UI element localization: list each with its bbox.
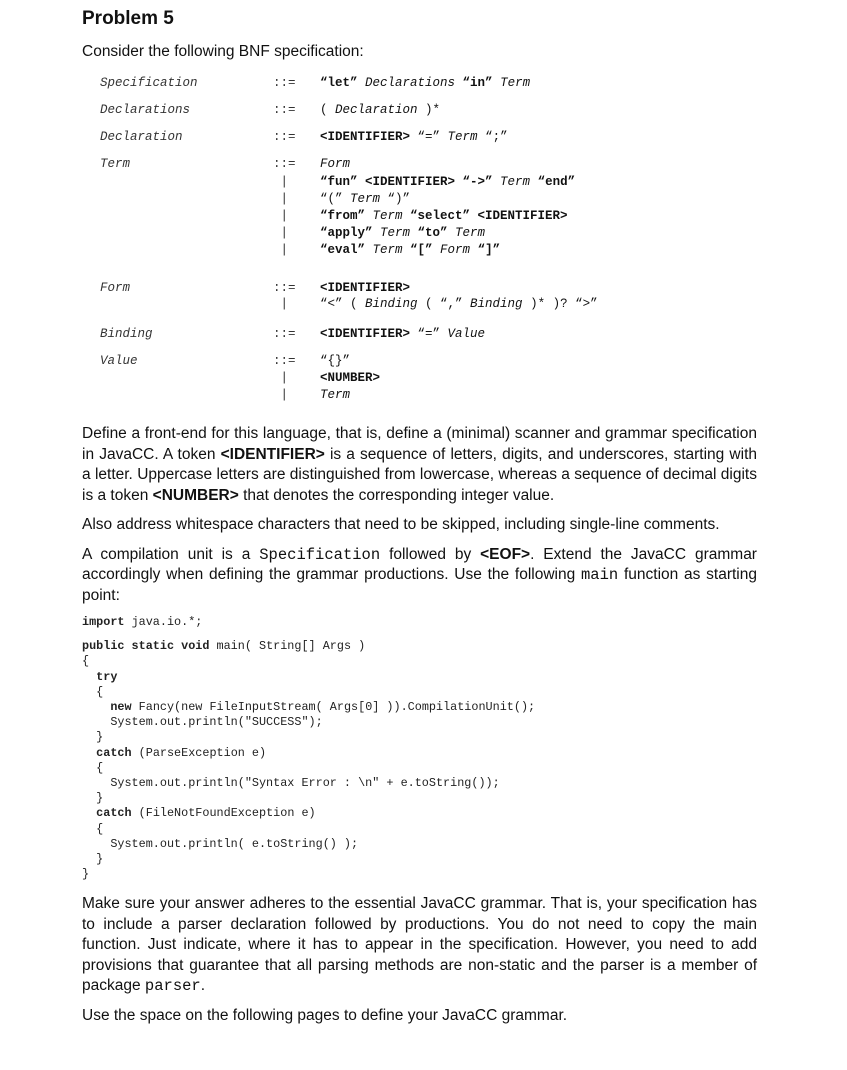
text-segment: “apply”: [320, 226, 381, 240]
paragraph-closing: Use the space on the following pages to define your JavaCC grammar.: [82, 1006, 568, 1024]
text-segment: Declarations: [365, 76, 463, 90]
code-line: [82, 852, 757, 867]
text-segment: try: [96, 669, 118, 684]
text-segment: “eval”: [320, 243, 373, 257]
code-line: [82, 715, 757, 730]
bnf-separator: ::=: [273, 157, 296, 171]
text-segment: public static void: [82, 639, 210, 654]
bnf-separator: ::=: [273, 354, 296, 368]
text-segment: is a sequence of letters, digits, and underscores, starting with a letter. Uppercase letters are distinguished from lowercase, whereas a sequence of decimal digits is a token: [82, 445, 757, 504]
text-segment: “]”: [477, 243, 501, 257]
text-segment: {: [82, 654, 90, 669]
text-segment: }: [82, 852, 104, 867]
bnf-separator: |: [273, 192, 289, 206]
text-segment: new: [110, 700, 132, 715]
text-segment: Term: [380, 226, 418, 240]
bnf-separator: ::=: [273, 130, 296, 144]
text-segment: }: [82, 867, 90, 882]
bnf-separator: ::=: [273, 76, 296, 90]
bnf-nonterminal: Specification: [100, 76, 198, 90]
text-segment: catch: [96, 806, 132, 821]
text-segment: )* )? “>”: [530, 297, 598, 311]
text-segment: Specification: [259, 545, 381, 564]
bnf-production: [320, 327, 485, 341]
text-segment: Term: [447, 130, 486, 144]
paragraph-requirements: [82, 894, 757, 997]
text-segment: Binding: [365, 297, 426, 311]
text-segment: “->”: [462, 175, 501, 189]
bnf-production: [320, 281, 410, 295]
text-segment: parser: [144, 977, 201, 996]
bnf-production: [320, 243, 500, 257]
bnf-production: [320, 209, 568, 223]
code-line: [82, 630, 757, 639]
text-segment: [82, 806, 96, 820]
text-segment: Term: [320, 388, 351, 402]
intro-text: Consider the following BNF specification:: [82, 43, 364, 60]
bnf-separator: |: [273, 388, 289, 402]
text-segment: “fun” <IDENTIFIER>: [320, 175, 463, 189]
text-segment: main( String[] Args ): [209, 639, 366, 654]
bnf-production: [320, 175, 575, 189]
text-segment: Declaration: [335, 103, 426, 117]
code-line: [82, 685, 757, 700]
code-line: [82, 654, 757, 669]
code-line: [82, 867, 757, 882]
text-segment: that denotes the corresponding integer value.: [238, 486, 555, 504]
bnf-separator: |: [273, 175, 289, 189]
bnf-production: [320, 354, 350, 368]
text-segment: {: [82, 684, 104, 699]
bnf-separator: |: [273, 297, 289, 311]
bnf-separator: |: [273, 243, 289, 257]
bnf-separator: ::=: [273, 327, 296, 341]
text-segment: <IDENTIFIER>: [220, 445, 325, 463]
bnf-production: [320, 226, 485, 240]
bnf-production: [320, 297, 598, 311]
text-segment: <IDENTIFIER>: [320, 281, 411, 295]
text-segment: import: [82, 615, 125, 629]
code-line: [82, 791, 757, 806]
code-line: [82, 639, 757, 654]
text-segment: )*: [425, 103, 441, 117]
bnf-nonterminal: Binding: [100, 327, 153, 341]
text-segment: <NUMBER>: [152, 486, 239, 504]
text-segment: {: [82, 760, 104, 775]
text-segment: catch: [96, 745, 132, 760]
bnf-production: [320, 388, 350, 402]
text-segment: “<” (: [320, 297, 366, 311]
text-segment: “from”: [320, 209, 373, 223]
text-segment: Fancy(new FileInputStream( Args[0] )).CompilationUnit();: [131, 700, 536, 715]
code-line: [82, 806, 757, 821]
text-segment: Term: [372, 243, 411, 257]
text-segment: System.out.println( e.toString() );: [82, 836, 359, 851]
code-line: [82, 822, 757, 837]
bnf-nonterminal: Declaration: [100, 130, 183, 144]
code-line: [82, 670, 757, 685]
text-segment: Value: [447, 327, 486, 341]
text-segment: Form: [320, 157, 351, 171]
text-segment: (ParseException e): [131, 745, 267, 760]
text-segment: Form: [440, 243, 478, 257]
text-segment: <EOF>: [480, 545, 531, 563]
text-segment: Term: [500, 175, 538, 189]
text-segment: “{}”: [320, 354, 351, 368]
code-line: [82, 761, 757, 776]
text-segment: Make sure your answer adheres to the essential JavaCC grammar. That is, your specification has to include a parser declaration followed by productions. You do not need to copy the main function. Just indicate, where it has to appear in the specification. However, you need to add provisions that guarantee that all parsing methods are non-static and the parser is a member of package: [82, 895, 757, 995]
paragraph-compilation-unit: [82, 545, 757, 607]
text-segment: <NUMBER>: [320, 371, 381, 385]
bnf-production: [320, 371, 380, 385]
code-line: [82, 700, 757, 715]
text-segment: main: [581, 566, 619, 584]
bnf-nonterminal: Term: [100, 157, 131, 171]
text-segment: followed by: [380, 545, 481, 563]
bnf-production: [320, 192, 410, 206]
text-segment: . Extend the JavaCC grammar accordingly when defining the grammar productions. Use the following: [82, 545, 757, 583]
text-segment: “let”: [320, 76, 366, 90]
text-segment: Term: [500, 76, 531, 90]
code-line: [82, 776, 757, 791]
text-segment: “[”: [410, 243, 441, 257]
text-segment: <IDENTIFIER>: [320, 130, 418, 144]
text-segment: [82, 670, 96, 684]
text-segment: “(”: [320, 192, 351, 206]
text-segment: Term: [455, 226, 486, 240]
text-segment: Define a front-end for this language, that is, define a (minimal) scanner and grammar specification in JavaCC. A token: [82, 425, 757, 463]
text-segment: (FileNotFoundException e): [131, 806, 316, 821]
text-segment: [82, 700, 110, 714]
text-segment: “to”: [417, 226, 456, 240]
text-segment: java.io.*;: [124, 615, 203, 629]
text-segment: Term: [372, 209, 411, 223]
problem-title: Problem 5: [82, 8, 174, 29]
bnf-nonterminal: Value: [100, 354, 138, 368]
text-segment: function as starting point:: [82, 566, 757, 604]
bnf-separator: |: [273, 226, 289, 240]
text-segment: System.out.println("Syntax Error : \n" + e.toString());: [82, 776, 500, 791]
paragraph-scanner: [82, 424, 757, 506]
text-segment: }: [82, 730, 104, 745]
code-line: [82, 730, 757, 745]
text-segment: “in”: [462, 76, 501, 90]
text-segment: <IDENTIFIER>: [320, 327, 418, 341]
text-segment: “end”: [537, 175, 576, 189]
text-segment: System.out.println("SUCCESS");: [82, 715, 323, 730]
text-segment: “;”: [485, 130, 508, 144]
text-segment: {: [82, 821, 104, 836]
text-segment: (: [320, 103, 336, 117]
main-code-listing: [82, 615, 757, 882]
bnf-separator: |: [273, 371, 289, 385]
text-segment: Binding: [470, 297, 531, 311]
problem-body: [82, 424, 757, 1035]
bnf-nonterminal: Declarations: [100, 103, 191, 117]
text-segment: “select” <IDENTIFIER>: [410, 209, 568, 223]
bnf-production: [320, 130, 508, 144]
text-segment: “=”: [417, 327, 448, 341]
text-segment: }: [82, 791, 104, 806]
text-segment: “=”: [417, 130, 448, 144]
text-segment: Term: [350, 192, 388, 206]
code-line: [82, 746, 757, 761]
code-line: [82, 615, 757, 630]
bnf-production: [320, 157, 350, 171]
text-segment: .: [200, 977, 206, 995]
text-segment: ( “,”: [425, 297, 471, 311]
text-segment: [82, 746, 96, 760]
text-segment: A compilation unit is a: [82, 545, 260, 563]
bnf-production: [320, 76, 530, 90]
bnf-separator: |: [273, 209, 289, 223]
bnf-separator: ::=: [273, 103, 296, 117]
bnf-separator: ::=: [273, 281, 296, 295]
bnf-production: [320, 103, 440, 117]
code-line: [82, 837, 757, 852]
text-segment: “)”: [387, 192, 411, 206]
bnf-nonterminal: Form: [100, 281, 131, 295]
paragraph-whitespace: Also address whitespace characters that need to be skipped, including single-line comments.: [82, 516, 720, 533]
